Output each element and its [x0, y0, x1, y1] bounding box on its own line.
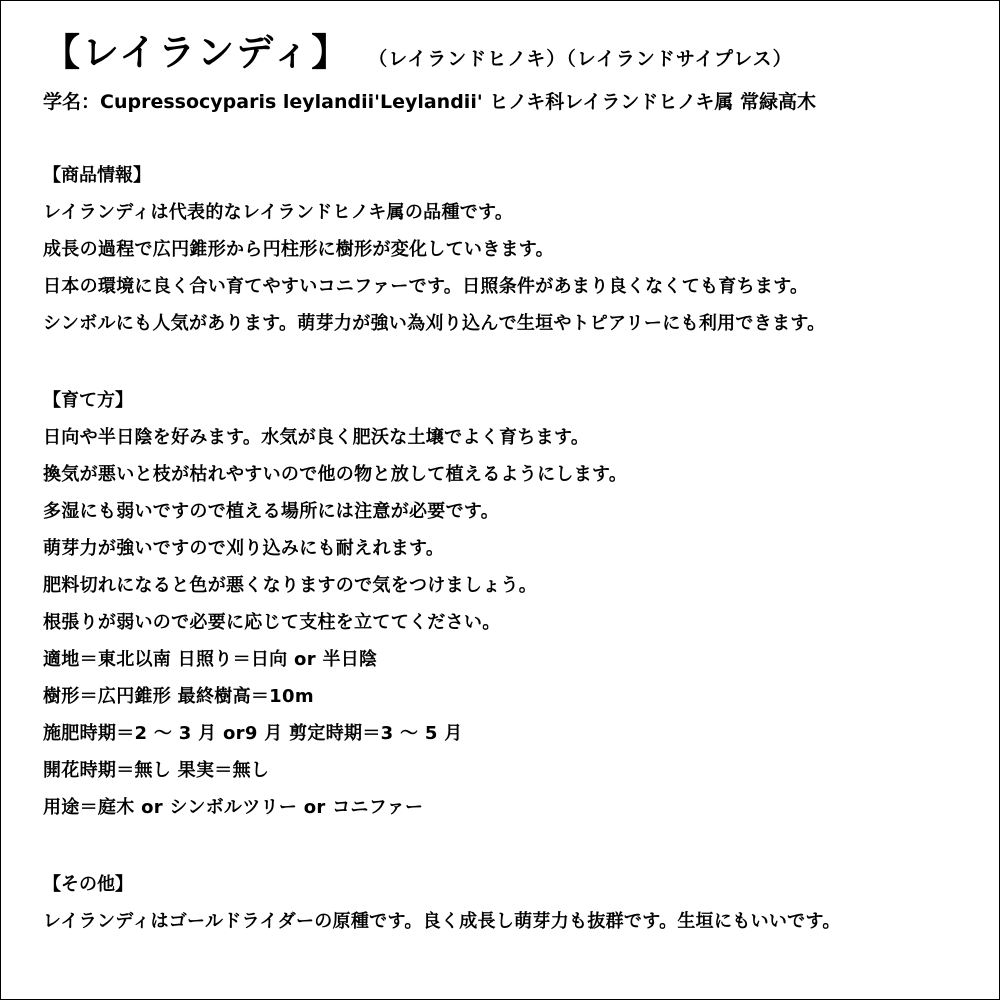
text-line: 肥料切れになると色が悪くなりますので気をつけましょう。 — [43, 575, 538, 596]
scientific-name: 学名：Cupressocyparis leylandii'Leylandii' ヒノキ科レイランドヒノキ属 常緑高木 — [43, 91, 817, 113]
text-line: 成長の過程で広円錐形から円柱形に樹形が変化していきます。 — [43, 239, 554, 260]
page-subtitle: （レイランドヒノキ）（レイランドサイプレス） — [368, 48, 793, 70]
text-line: レイランディはゴールドライダーの原種です。良く成長し萌芽力も抜群です。生垣にもいいです。 — [43, 911, 841, 932]
section-heading: 【商品情報】 — [43, 165, 151, 186]
section-product-info — [43, 157, 978, 342]
text-line: 換気が悪いと枝が枯れやすいので他の物と放して植えるようにします。 — [43, 464, 628, 485]
text-line: レイランディは代表的なレイランドヒノキ属の品種です。 — [43, 202, 514, 223]
title-row — [43, 22, 978, 74]
text-line: シンボルにも人気があります。萌芽力が強い為刈り込んで生垣やトピアリーにも利用できます。 — [43, 313, 826, 334]
text-line: 多湿にも弱いですので植える場所には注意が必要です。 — [43, 501, 500, 522]
text-line: 施肥時期＝2 ～ 3 月 or9 月 剪定時期＝3 ～ 5 月 — [43, 723, 463, 744]
section-care — [43, 382, 978, 826]
page-title: 【レイランディ】 — [43, 31, 351, 74]
text-line: 日本の環境に良く合い育てやすいコニファーです。日照条件があまり良くなくても育ちます。 — [43, 276, 809, 297]
text-line: 萌芽力が強いですので刈り込みにも耐えれます。 — [43, 538, 445, 559]
text-line: 根張りが弱いので必要に応じて支柱を立ててください。 — [43, 612, 501, 633]
text-line: 日向や半日陰を好みます。水気が良く肥沃な土壌でよく育ちます。 — [43, 427, 590, 448]
section-heading: 【その他】 — [43, 874, 133, 895]
section-heading: 【育て方】 — [43, 390, 133, 411]
document-body — [43, 22, 978, 940]
section-other — [43, 866, 978, 940]
text-line: 樹形＝広円錐形 最終樹高＝10m — [43, 686, 314, 707]
text-line: 開花時期＝無し 果実＝無し — [43, 760, 270, 781]
text-line: 用途＝庭木 or シンボルツリー or コニファー — [43, 797, 424, 818]
text-line: 適地＝東北以南 日照り＝日向 or 半日陰 — [43, 649, 378, 670]
